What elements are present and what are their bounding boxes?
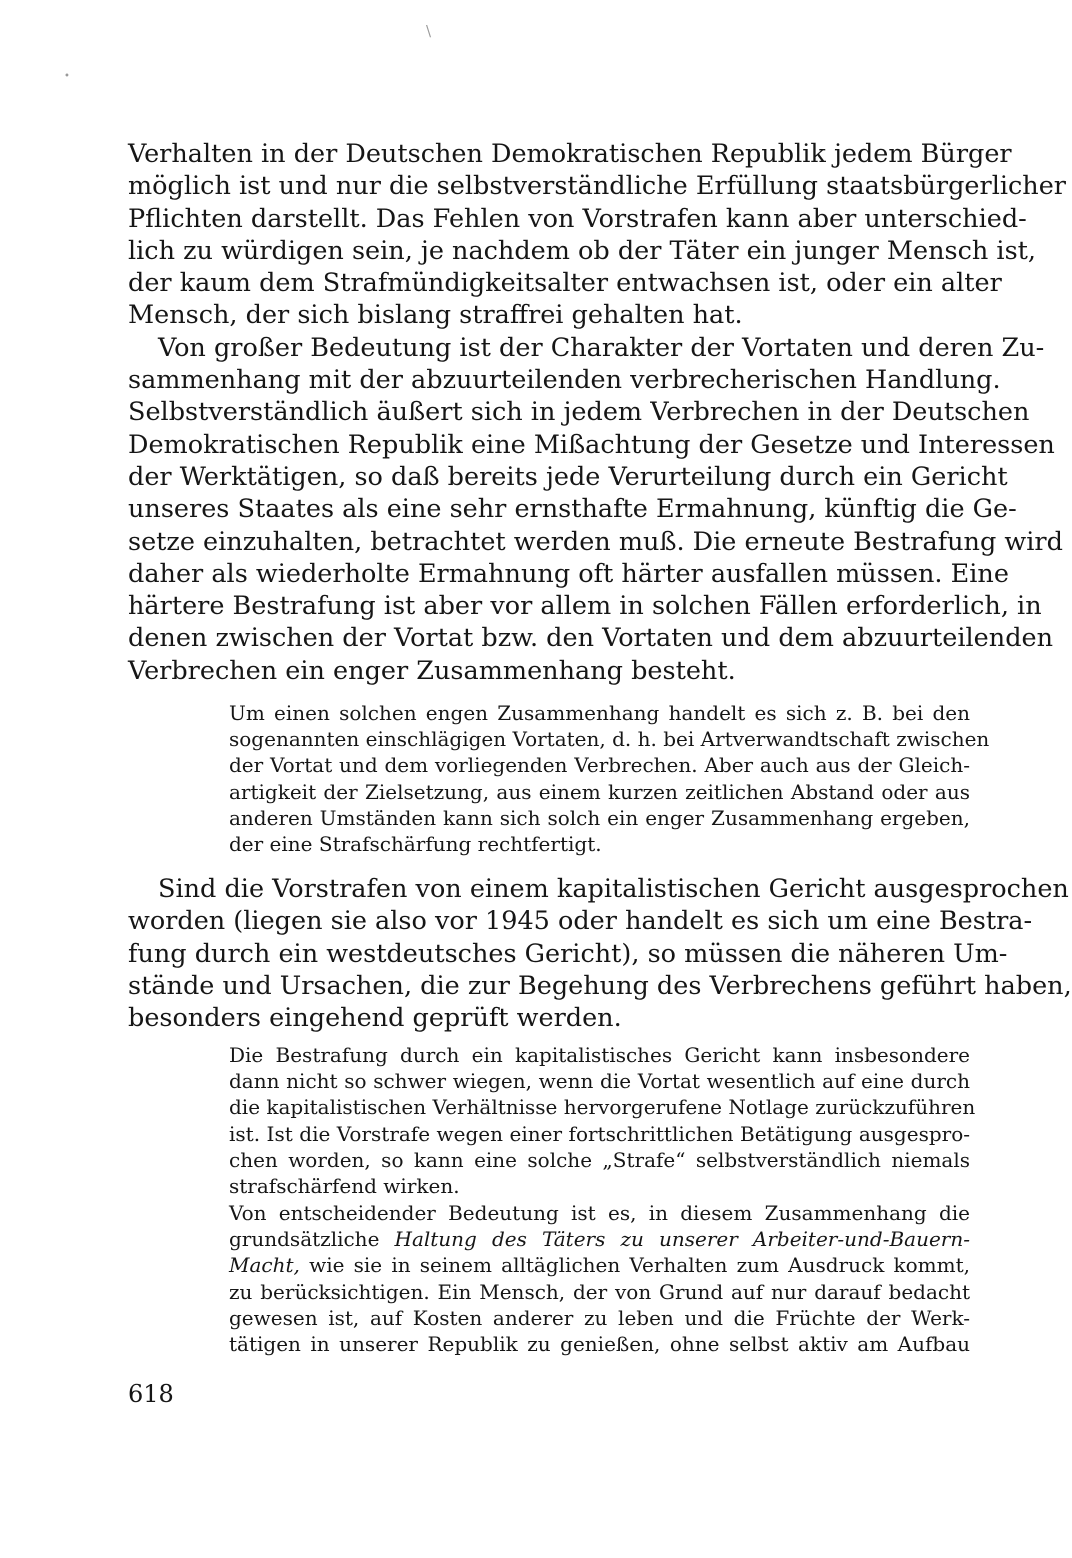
- text-line: worden (liegen sie also vor 1945 oder handelt es sich um eine Bestra-: [128, 906, 1033, 937]
- small-text-line: der eine Strafschärfung rechtfertigt.: [229, 831, 602, 856]
- small-text-line: ist. Ist die Vorstrafe wegen einer fortschrittlichen Betätigung ausgespro-: [229, 1121, 970, 1146]
- text-line: daher als wiederholte Ermahnung oft härter ausfallen müssen. Eine: [128, 558, 1009, 589]
- text-line: Sind die Vorstrafen von einem kapitalistischen Gericht ausgesprochen: [158, 874, 1069, 904]
- small-text-line: Von entscheidender Bedeutung ist es, in diesem Zusammenhang die: [229, 1201, 970, 1225]
- small-text-line: tätigen in unserer Republik zu genießen, ohne selbst aktiv am Aufbau: [229, 1331, 970, 1356]
- scan-mark: \: [426, 22, 432, 40]
- text-line: der kaum dem Strafmündigkeitsalter entwachsen ist, oder ein alter: [128, 268, 1002, 299]
- scan-mark: •: [64, 71, 70, 82]
- small-text-line: sogenannten einschlägigen Vortaten, d. h. bei Artverwandtschaft zwischen: [229, 727, 990, 752]
- text-line: härtere Bestrafung ist aber vor allem in solchen Fällen erforderlich, in: [128, 591, 1042, 622]
- small-text-line: anderen Umständen kann sich solch ein enger Zusammenhang ergeben,: [229, 805, 970, 830]
- italic-emphasis: Haltung des Täters zu unserer Arbeiter-und-Bauern-: [394, 1227, 970, 1252]
- small-text-line: dann nicht so schwer wiegen, wenn die Vortat wesentlich auf eine durch: [229, 1069, 970, 1094]
- small-text-line: artigkeit der Zielsetzung, aus einem kurzen zeitlichen Abstand oder aus: [229, 779, 970, 804]
- small-text-line: [229, 1226, 970, 1252]
- small-text-line: zu berücksichtigen. Ein Mensch, der von Grund auf nur darauf bedacht: [229, 1279, 970, 1304]
- plain-text: grundsätzliche: [229, 1227, 395, 1252]
- small-text-line: strafschärfend wirken.: [229, 1173, 460, 1198]
- text-line: Mensch, der sich bislang straffrei gehalten hat.: [128, 300, 743, 331]
- small-text-line: die kapitalistischen Verhältnisse hervorgerufene Notlage zurückzuführen: [229, 1095, 976, 1120]
- text-line: stände und Ursachen, die zur Begehung des Verbrechens geführt haben,: [128, 970, 1072, 1001]
- text-line: Verhalten in der Deutschen Demokratischen Republik jedem Bürger: [128, 139, 1012, 169]
- text-line: Demokratischen Republik eine Mißachtung der Gesetze und Interessen: [128, 429, 1055, 460]
- plain-text: wie sie in seinem alltäglichen Verhalten zum Ausdruck kommt,: [299, 1253, 970, 1278]
- text-line: lich zu würdigen sein, je nachdem ob der Täter ein junger Mensch ist,: [128, 235, 1037, 266]
- text-line: setze einzuhalten, betrachtet werden muß. Die erneute Bestrafung wird: [128, 526, 1063, 557]
- small-text-line: [229, 1252, 970, 1278]
- small-text-line: gewesen ist, auf Kosten anderer zu leben und die Früchte der Werk-: [229, 1305, 970, 1330]
- small-print-paragraph-3: [229, 1200, 970, 1357]
- text-line: Selbstverständlich äußert sich in jedem Verbrechen in der Deutschen: [128, 397, 1030, 428]
- body-paragraphs-1: [128, 138, 1066, 687]
- small-print-paragraph-1: [229, 700, 990, 857]
- text-line: besonders eingehend geprüft werden.: [128, 1003, 622, 1034]
- small-text-line: der Vortat und dem vorliegenden Verbrechen. Aber auch aus der Gleich-: [229, 753, 970, 778]
- small-text-line: Um einen solchen engen Zusammenhang handelt es sich z. B. bei den: [229, 701, 970, 725]
- italic-emphasis: Macht,: [229, 1253, 300, 1278]
- body-paragraphs-2: [128, 873, 1072, 1034]
- small-text-line: chen worden, so kann eine solche „Strafe“ selbstverständlich niemals: [229, 1147, 970, 1172]
- text-line: Pflichten darstellt. Das Fehlen von Vorstrafen kann aber unterschied-: [128, 203, 1027, 234]
- text-line: der Werktätigen, so daß bereits jede Verurteilung durch ein Gericht: [128, 461, 1008, 492]
- small-text-line: Die Bestrafung durch ein kapitalistisches Gericht kann insbesondere: [229, 1043, 970, 1067]
- text-line: unseres Staates als eine sehr ernsthafte Ermahnung, künftig die Ge-: [128, 494, 1017, 525]
- text-line: Von großer Bedeutung ist der Charakter der Vortaten und deren Zu-: [158, 332, 1045, 363]
- text-line: sammenhang mit der abzuurteilenden verbrecherischen Handlung.: [128, 365, 1001, 396]
- text-line: fung durch ein westdeutsches Gericht), so müssen die näheren Um-: [128, 938, 1008, 969]
- page-number: 618: [128, 1380, 174, 1408]
- text-line: denen zwischen der Vortat bzw. den Vortaten und dem abzuurteilenden: [128, 623, 1054, 654]
- small-print-paragraph-2: [229, 1042, 976, 1199]
- text-line: Verbrechen ein enger Zusammenhang besteht.: [128, 655, 736, 686]
- text-line: möglich ist und nur die selbstverständliche Erfüllung staatsbürgerlicher: [128, 171, 1066, 202]
